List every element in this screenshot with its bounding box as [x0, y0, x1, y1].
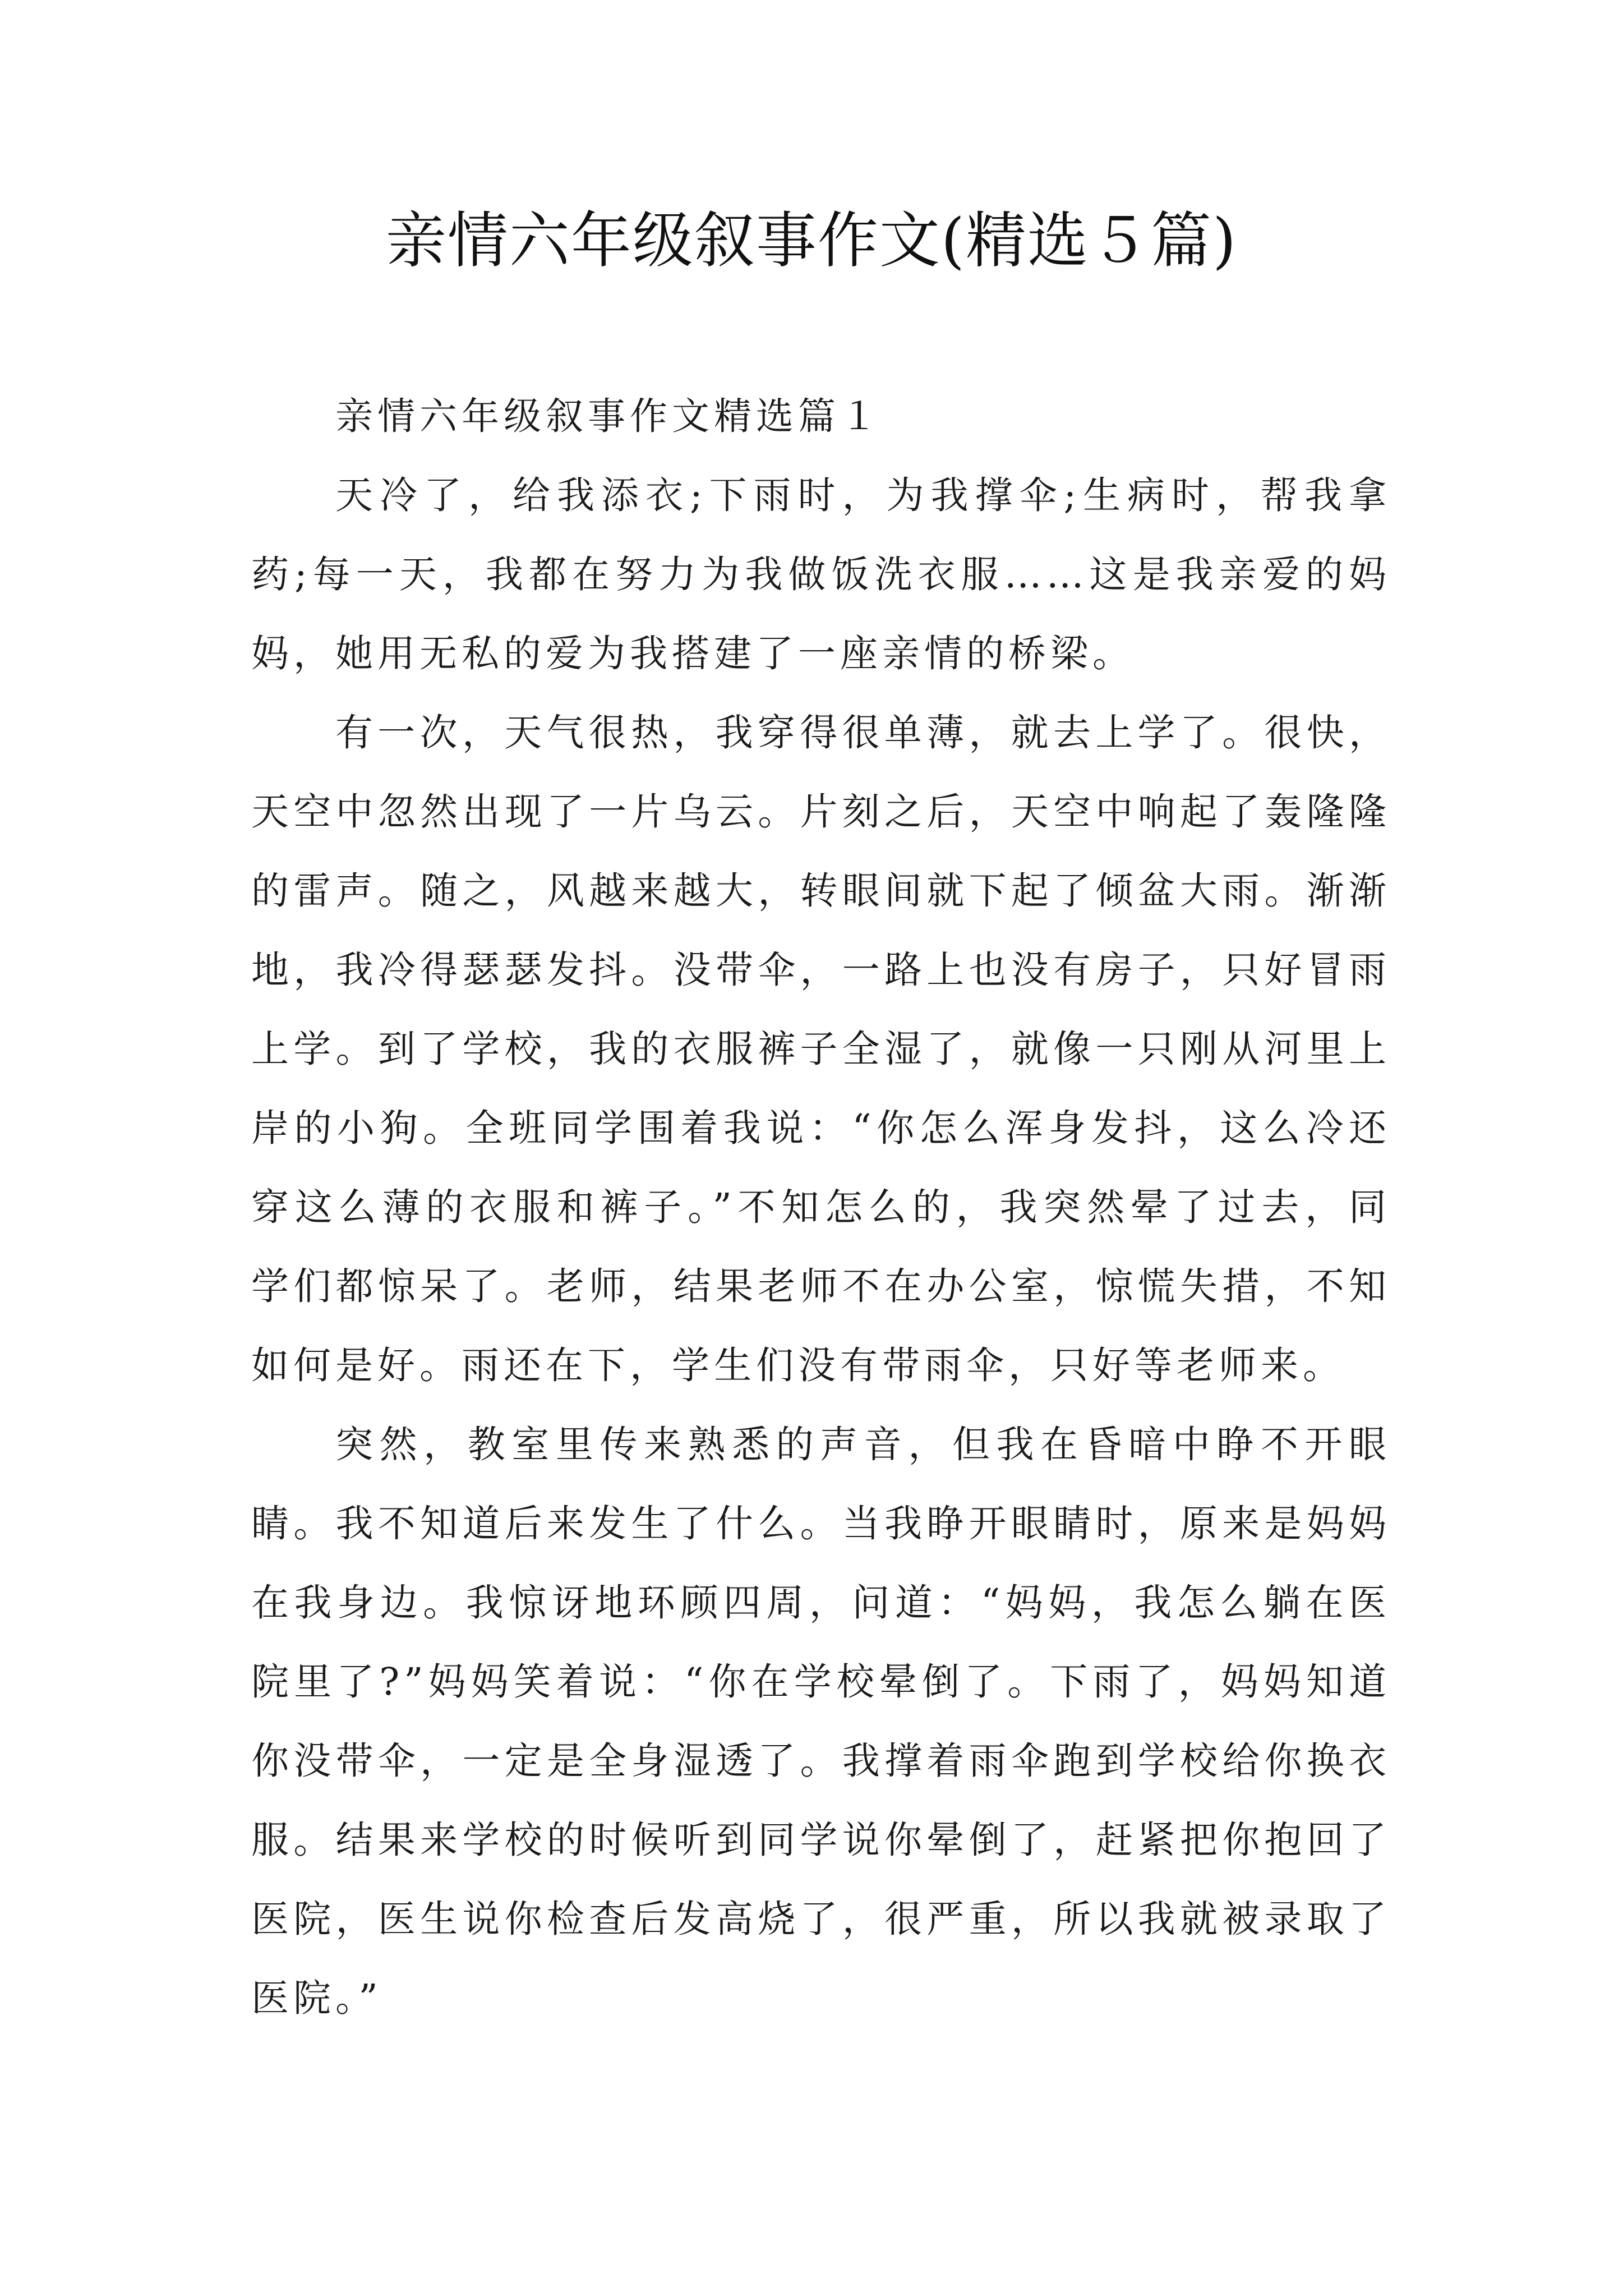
document-title: 亲情六年级叙事作文(精选５篇) [385, 206, 1238, 276]
paragraph-3: 突然，教室里传来熟悉的声音，但我在昏暗中睁不开眼睛。我不知道后来发生了什么。当我睁开眼睛时，原来是妈妈在我身边。我惊讶地环顾四周，问道：“妈妈，我怎么躺在医院里了?”妈妈笑着说：“你在学校晕倒了。下雨了，妈妈知道你没带伞，一定是全身湿透了。我撑着雨伞跑到学校给你换衣服。结果来学校的时候听到同学说你晕倒了，赶紧把你抱回了医院，医生说你检查后发高烧了，很严重，所以我就被录取了医院。” [251, 1423, 1391, 2020]
document-body [251, 377, 1391, 2038]
paragraph-1: 天冷了，给我添衣;下雨时，为我撑伞;生病时，帮我拿药;每一天，我都在努力为我做饭洗衣服……这是我亲爱的妈妈，她用无私的爱为我搭建了一座亲情的桥梁。 [251, 473, 1391, 675]
section-heading: 亲情六年级叙事作文精选篇１ [335, 394, 882, 438]
paragraph-2: 有一次，天气很热，我穿得很单薄，就去上学了。很快，天空中忽然出现了一片乌云。片刻之后，天空中响起了轰隆隆的雷声。随之，风越来越大，转眼间就下起了倾盆大雨。渐渐地，我冷得瑟瑟发抖。没带伞，一路上也没有房子，只好冒雨上学。到了学校，我的衣服裤子全湿了，就像一只刚从河里上岸的小狗。全班同学围着我说：“你怎么浑身发抖，这么冷还穿这么薄的衣服和裤子。”不知怎么的，我突然晕了过去，同学们都惊呆了。老师，结果老师不在办公室，惊慌失措，不知如何是好。雨还在下，学生们没有带雨伞，只好等老师来。 [251, 711, 1391, 1387]
